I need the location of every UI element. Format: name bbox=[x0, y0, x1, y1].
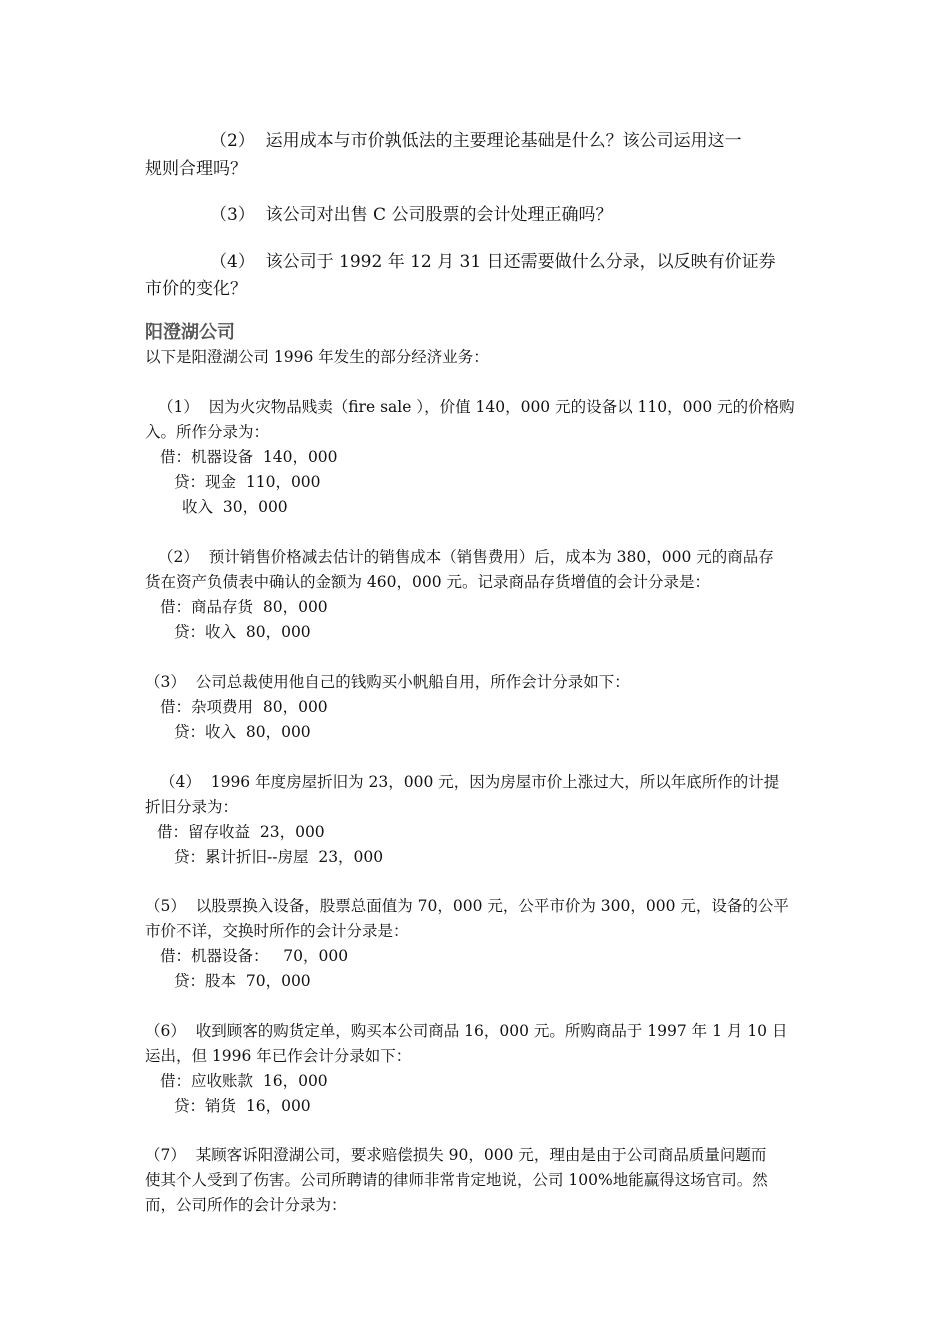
case-1-line1: （1） 因为火灾物品贱卖（fire sale ），价值 140，000 元的设备以 110，000 元的价格购 bbox=[158, 398, 795, 416]
case-5-line2: 市价不详，交换时所作的会计分录是： bbox=[145, 922, 409, 940]
question-2-line2: 规则合理吗？ bbox=[145, 159, 247, 179]
case-5-line1: （5） 以股票换入设备，股票总面值为 70，000 元，公平市价为 300，000 元，设备的公平 bbox=[145, 897, 789, 915]
case-6-line2: 运出，但 1996 年已作会计分录如下： bbox=[145, 1047, 412, 1065]
case-2-debit: 借：商品存货 80，000 bbox=[160, 598, 328, 616]
case-6-debit: 借：应收账款 16，000 bbox=[160, 1072, 328, 1090]
case-4-line2: 折旧分录为： bbox=[145, 798, 239, 816]
case-1-credit: 贷：现金 110，000 bbox=[174, 473, 321, 491]
question-4-line1: （4） 该公司于 1992 年 12 月 31 日还需要做什么分录，以反映有价证券 bbox=[210, 252, 776, 272]
case-1-line2: 入。所作分录为： bbox=[145, 423, 270, 441]
case-5-debit: 借：机器设备： 70，000 bbox=[160, 947, 349, 965]
section-title: 阳澄湖公司 bbox=[145, 322, 235, 343]
case-7-line2: 使其个人受到了伤害。公司所聘请的律师非常肯定地说，公司 100%地能赢得这场官司。然 bbox=[145, 1171, 768, 1189]
case-3-line1: （3） 公司总裁使用他自己的钱购买小帆船自用，所作会计分录如下： bbox=[145, 673, 630, 691]
case-3-debit: 借：杂项费用 80，000 bbox=[160, 698, 328, 716]
question-4-line2: 市价的变化？ bbox=[145, 279, 247, 299]
case-4-credit: 贷：累计折旧--房屋 23，000 bbox=[174, 848, 384, 866]
case-1-credit2: 收入 30，000 bbox=[182, 498, 288, 516]
question-2-line1: （2） 运用成本与市价孰低法的主要理论基础是什么？该公司运用这一 bbox=[210, 131, 742, 151]
case-4-debit: 借：留存收益 23，000 bbox=[157, 823, 325, 841]
case-7-line1: （7） 某顾客诉阳澄湖公司，要求赔偿损失 90，000 元，理由是由于公司商品质量问题而 bbox=[145, 1146, 767, 1164]
case-3-credit: 贷：收入 80，000 bbox=[174, 723, 311, 741]
case-4-line1: （4） 1996 年度房屋折旧为 23，000 元，因为房屋市价上涨过大，所以年底所作的计提 bbox=[160, 773, 780, 791]
question-3-line1: （3） 该公司对出售 C 公司股票的会计处理正确吗？ bbox=[210, 205, 613, 225]
case-6-line1: （6） 收到顾客的购货定单，购买本公司商品 16，000 元。所购商品于 1997 年 1 月 10 日 bbox=[145, 1022, 788, 1040]
section-intro: 以下是阳澄湖公司 1996 年发生的部分经济业务： bbox=[145, 348, 489, 366]
case-6-credit: 贷：销货 16，000 bbox=[174, 1097, 311, 1115]
case-2-line1: （2） 预计销售价格减去估计的销售成本（销售费用）后，成本为 380，000 元的商品存 bbox=[158, 548, 774, 566]
case-7-line3: 而，公司所作的会计分录为： bbox=[145, 1196, 347, 1214]
case-2-line2: 货在资产负债表中确认的金额为 460，000 元。记录商品存货增值的会计分录是： bbox=[145, 573, 711, 591]
case-2-credit: 贷：收入 80，000 bbox=[174, 623, 311, 641]
case-5-credit: 贷：股本 70，000 bbox=[174, 972, 311, 990]
case-1-debit: 借：机器设备 140，000 bbox=[160, 448, 338, 466]
